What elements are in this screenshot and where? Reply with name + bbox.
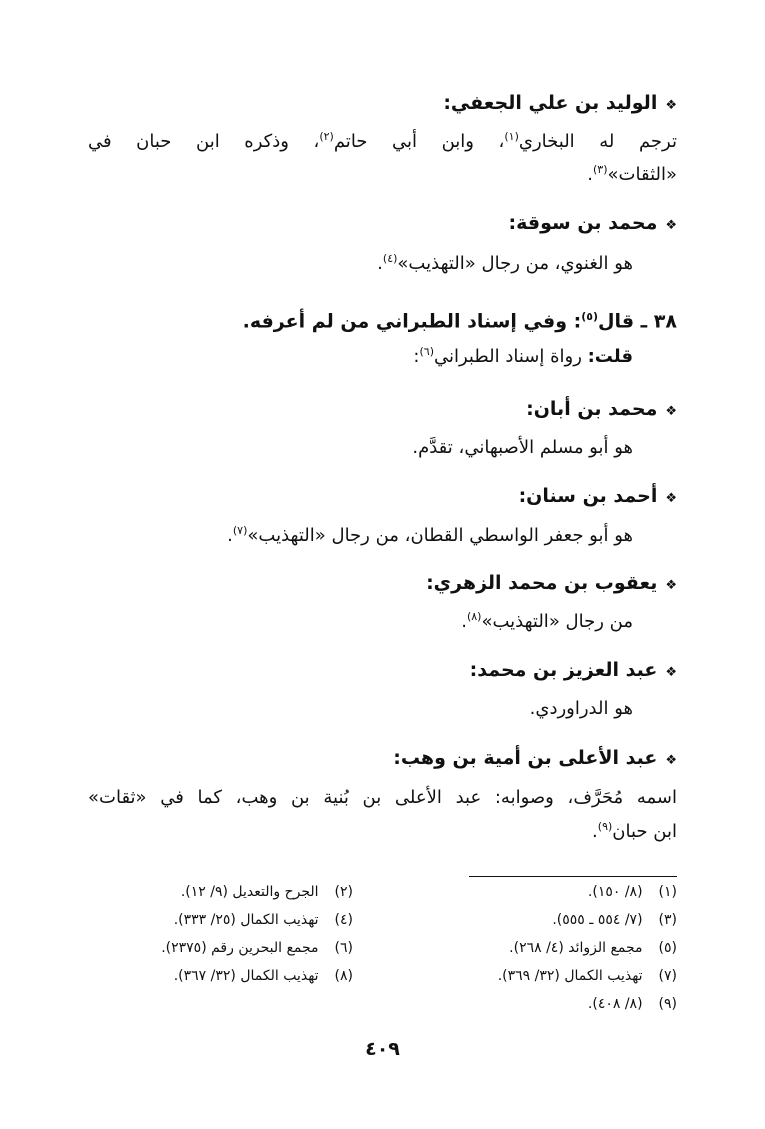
footnote: (٤) تهذيب الكمال (٢٥/ ٣٣٣).: [173, 912, 353, 928]
entry-heading: ❖الوليد بن علي الجعفي:: [443, 92, 677, 114]
footnote: (٩) (٨/ ٤٠٨).: [587, 996, 677, 1012]
footnote: (٨) تهذيب الكمال (٣٢/ ٣٦٧).: [173, 968, 353, 984]
qult-line: قلت: رواة إسناد الطبراني$^{(٦)}$:: [413, 345, 633, 367]
entry-body-line: هو الغنوي، من رجال «التهذيب»$^{(٤)}$.: [377, 252, 633, 274]
footnote: (٧) تهذيب الكمال (٣٢/ ٣٦٩).: [497, 968, 677, 984]
entry-body-line: ترجم له البخاري$^{(١)}$، وابن أبي حاتم$^{(٢)}$، وذكره ابن حبان في: [88, 130, 677, 152]
entry-heading: ❖محمد بن سوقة:: [508, 212, 677, 234]
entry-heading: ❖عبد العزيز بن محمد:: [469, 659, 677, 681]
entry-body-line: اسمه مُحَرَّف، وصوابه: عبد الأعلى بن بُنية بن وهب، كما في «ثقات»: [88, 787, 677, 808]
entry-body-line: هو أبو جعفر الواسطي القطان، من رجال «التهذيب»$^{(٧)}$.: [227, 524, 633, 546]
section-heading: ٣٨ ـ قال$^{(٥)}$: وفي إسناد الطبراني من لم أعرفه.: [242, 310, 677, 333]
entry-body-line: هو الدراوردي.: [529, 698, 633, 719]
entry-body-line: من رجال «التهذيب»$^{(٨)}$.: [461, 610, 633, 632]
bullet-icon: ❖: [665, 753, 677, 768]
bullet-icon: ❖: [665, 578, 677, 593]
footnote: (٦) مجمع البحرين رقم (٢٣٧٥).: [161, 940, 353, 956]
footnote: (٢) الجرح والتعديل (٩/ ١٢).: [180, 884, 353, 900]
entry-body-line: هو أبو مسلم الأصبهاني، تقدَّم.: [412, 437, 633, 458]
entry-heading: ❖عبد الأعلى بن أمية بن وهب:: [393, 747, 677, 769]
entry-heading: ❖يعقوب بن محمد الزهري:: [426, 572, 677, 594]
footnote: (٥) مجمع الزوائد (٤/ ٢٦٨).: [509, 940, 677, 956]
bullet-icon: ❖: [665, 98, 677, 113]
bullet-icon: ❖: [665, 665, 677, 680]
entry-body-line: «الثقات»$^{(٣)}$.: [587, 163, 677, 185]
entry-heading: ❖محمد بن أبان:: [526, 398, 677, 420]
page-number: ٤٠٩: [365, 1038, 400, 1060]
entry-body-line: ابن حبان$^{(٩)}$.: [592, 820, 677, 842]
bullet-icon: ❖: [665, 218, 677, 233]
footnote-separator: [469, 876, 677, 877]
footnote: (١) (٨/ ١٥٠).: [587, 884, 677, 900]
footnote: (٣) (٧/ ٥٥٤ ـ ٥٥٥).: [552, 912, 677, 928]
bullet-icon: ❖: [665, 491, 677, 506]
bullet-icon: ❖: [665, 404, 677, 419]
entry-heading: ❖أحمد بن سنان:: [518, 485, 677, 507]
